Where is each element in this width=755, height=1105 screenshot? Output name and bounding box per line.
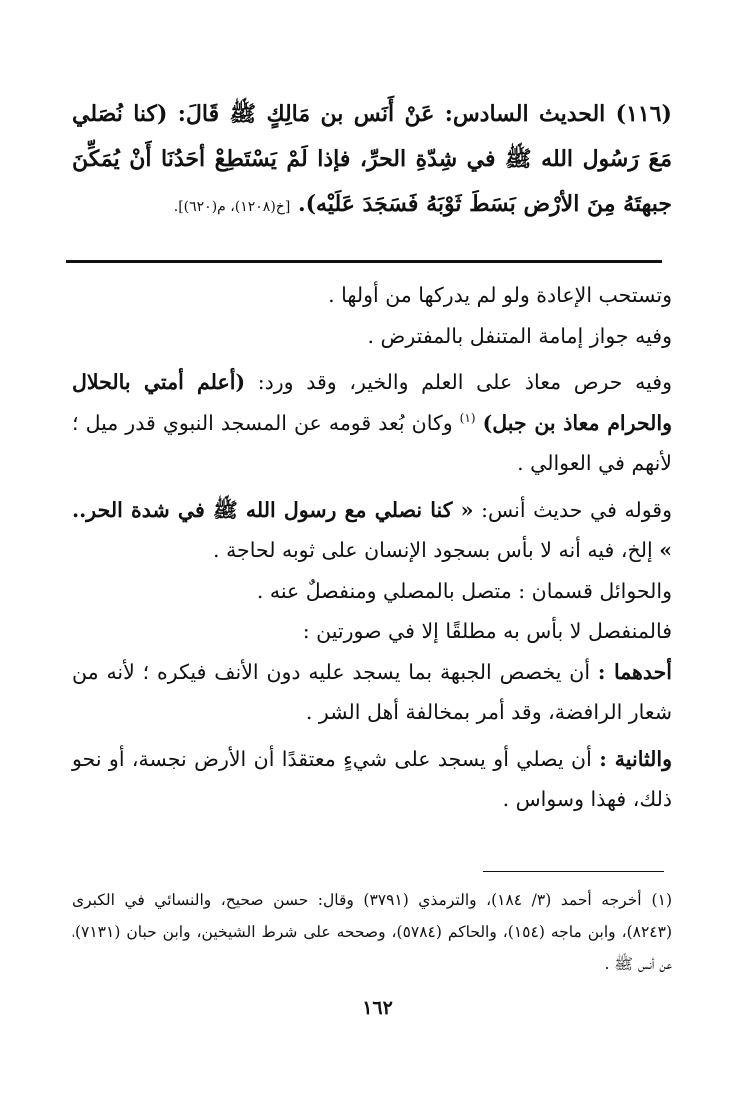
footnote-text: أخرجه أحمد (٣/ ١٨٤)، والترمذي (٣٧٩١) وقال: حسن صحيح، والنسائي في الكبرى (٨٢٤٣)، وابن ماجه (١٥٤)، والحاكم (٥٧٨٤)، وصححه على شرط الشيخين، وابن حبان (٧١٣١)، عن أنس ﷺ .: [72, 891, 672, 973]
hadith-text: (كنا نُصَلي مَعَ رَسُول الله ﷺ في شِدّةِ الحرِّ، فإذا لَمْ يَسْتَطِعْ أحَدُنَا أَنْ يُمَكِّنَ جبهتَهُ مِنَ الأرْض بَسَطَ ثَوْبَهُ فَسَجَدَ عَلَيْه).: [72, 101, 672, 217]
p4-quote: « كنا نصلي مع رسول الله ﷺ في شدة الحر.. »: [72, 497, 672, 562]
footnote-separator: [483, 871, 664, 872]
p4-end: إلخ، فيه أنه لا بأس بسجود الإنسان على ثوبه لحاجة .: [213, 538, 653, 562]
hadith-number: (١١٦): [615, 101, 672, 127]
commentary-paragraph-6: فالمنفصل لا بأس به مطلقًا إلا في صورتين :: [302, 619, 672, 643]
commentary-paragraph-4: [72, 490, 672, 571]
hadith-title: الحديث السادس:: [444, 101, 606, 127]
hadith-reference: [خ(١٢٠٨)، م(٦٢٠)].: [173, 199, 291, 215]
footnote-number: (١): [651, 891, 672, 909]
p8-lead: والثانية :: [599, 746, 672, 771]
section-divider: [66, 260, 662, 263]
p4-lead: وقوله في حديث أنس:: [481, 497, 672, 522]
hadith-block: [72, 92, 672, 230]
commentary-paragraph-5: والحوائل قسمان : متصل بالمصلي ومنفصلٌ عنه .: [256, 578, 672, 603]
commentary-paragraph-8: [72, 739, 672, 820]
p7-text: أن يخصص الجبهة بما يسجد عليه دون الأنف فيكره ؛ لأنه من شعار الرافضة، وقد أمر بمخالفة أهل الشر .: [72, 659, 672, 724]
p7-lead: أحدهما :: [597, 659, 672, 684]
commentary-paragraph-3: [72, 362, 672, 484]
p3-quote: (أعلم أمتي بالحلال والحرام معاذ بن جبل): [72, 370, 672, 435]
commentary-paragraph-7: [72, 652, 672, 733]
page-number: ١٦٢: [362, 997, 393, 1019]
commentary-block: [72, 275, 672, 820]
hadith-narrator: عَنْ أَنَس بن مَالِكٍ ﷺ قَالَ:: [177, 101, 435, 127]
p3-start: وفيه حرص معاذ على العلم والخير، وقد ورد:: [257, 370, 672, 394]
commentary-paragraph-1: وتستحب الإعادة ولو لم يدركها من أولها .: [328, 283, 672, 307]
footnote-block: [72, 884, 672, 980]
commentary-paragraph-2: وفيه جواز إمامة المتنفل بالمفترض .: [367, 323, 672, 348]
p8-text: أن يصلي أو يسجد على شيءٍ معتقدًا أن الأرض نجسة، أو نحو ذلك، فهذا وسواس .: [72, 746, 672, 811]
p3-end: وكان بُعد قومه عن المسجد النبوي قدر ميل ؛ لأنهم في العوالي .: [72, 410, 672, 475]
footnote-marker: (١): [459, 410, 476, 425]
